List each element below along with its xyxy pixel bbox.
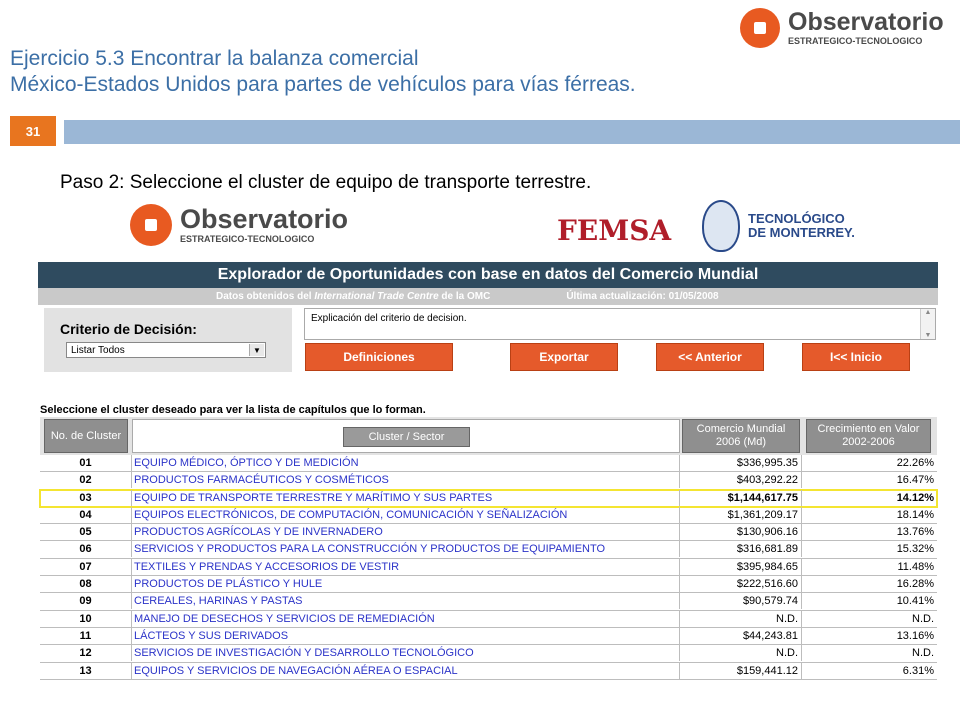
home-button[interactable]: I<< Inicio <box>802 343 910 371</box>
growth-cell: N.D. <box>912 612 934 625</box>
table-body <box>40 455 937 680</box>
criteria-explanation-box[interactable] <box>304 308 936 340</box>
world-trade-cell: $1,144,617.75 <box>680 490 802 506</box>
criteria-explanation-text: Explicación del criterio de decision. <box>311 313 467 324</box>
explanation-scrollbar[interactable] <box>920 309 935 339</box>
table-row[interactable] <box>40 628 937 645</box>
growth-cell: 16.28% <box>896 578 934 591</box>
table-row[interactable] <box>40 541 937 558</box>
chevron-down-icon[interactable]: ▼ <box>249 344 264 356</box>
table-row-highlighted[interactable] <box>40 490 937 507</box>
world-trade-cell: $1,361,209.17 <box>680 507 802 523</box>
cluster-name-link[interactable]: EQUIPOS Y SERVICIOS DE NAVEGACIÓN AÉREA O ESPACIAL <box>132 663 680 679</box>
data-source-bar <box>38 288 938 305</box>
cluster-name-link[interactable]: PRODUCTOS DE PLÁSTICO Y HULE <box>132 576 680 592</box>
slide-title <box>10 46 730 98</box>
cluster-name-link[interactable]: EQUIPO MÉDICO, ÓPTICO Y DE MEDICIÓN <box>132 455 680 471</box>
growth-cell: 13.76% <box>896 526 934 539</box>
previous-button[interactable]: << Anterior <box>656 343 764 371</box>
cluster-number-cell: 02 <box>40 472 132 488</box>
world-trade-cell: $44,243.81 <box>680 628 802 644</box>
observatorio-logo-icon <box>740 8 780 48</box>
cluster-name-link[interactable]: SERVICIOS Y PRODUCTOS PARA LA CONSTRUCCIÓN Y PRODUCTOS DE EQUIPAMIENTO <box>132 541 680 557</box>
cluster-name-link[interactable]: EQUIPO DE TRANSPORTE TERRESTRE Y MARÍTIMO Y SUS PARTES <box>132 490 680 506</box>
cluster-number-cell: 05 <box>40 524 132 540</box>
observatorio-logo-icon <box>130 204 172 246</box>
cluster-number-cell: 07 <box>40 559 132 575</box>
slide-header-bar <box>64 120 960 144</box>
cluster-number-cell: 08 <box>40 576 132 592</box>
last-update-text: Última actualización: 01/05/2008 <box>566 291 719 302</box>
cluster-name-link[interactable]: TEXTILES Y PRENDAS Y ACCESORIOS DE VESTIR <box>132 559 680 575</box>
criteria-panel <box>44 308 292 372</box>
site-logo-tagline: ESTRATEGICO-TECNOLOGICO <box>180 234 315 244</box>
cluster-name-link[interactable]: LÁCTEOS Y SUS DERIVADOS <box>132 628 680 644</box>
cluster-table <box>40 417 937 680</box>
cluster-name-link[interactable]: CEREALES, HARINAS Y PASTAS <box>132 593 680 609</box>
table-row[interactable] <box>40 472 937 489</box>
source-prefix: Datos obtenidos del <box>216 291 315 302</box>
table-row[interactable] <box>40 593 937 610</box>
criteria-label: Criterio de Decisión: <box>60 321 197 337</box>
header-sector-button[interactable]: Cluster / Sector <box>343 427 470 447</box>
table-row[interactable] <box>40 524 937 541</box>
cluster-number-cell: 03 <box>40 490 132 506</box>
table-row[interactable] <box>40 576 937 593</box>
table-row[interactable] <box>40 559 937 576</box>
growth-cell: 16.47% <box>896 474 934 487</box>
cluster-name-link[interactable]: SERVICIOS DE INVESTIGACIÓN Y DESARROLLO TECNOLÓGICO <box>132 645 680 661</box>
cluster-number-cell: 13 <box>40 663 132 679</box>
header-growth[interactable]: Crecimiento en Valor 2002-2006 <box>806 419 931 453</box>
cluster-name-link[interactable]: PRODUCTOS FARMACÉUTICOS Y COSMÉTICOS <box>132 472 680 488</box>
tec-seal-icon <box>702 200 740 252</box>
export-button[interactable]: Exportar <box>510 343 618 371</box>
growth-cell: 13.16% <box>896 629 934 642</box>
logo-tagline: ESTRATEGICO-TECNOLOGICO <box>788 36 923 46</box>
world-trade-cell: $130,906.16 <box>680 524 802 540</box>
slide-title-line1: Ejercicio 5.3 Encontrar la balanza comercial <box>10 47 419 70</box>
cluster-number-cell: 06 <box>40 541 132 557</box>
world-trade-cell: $316,681.89 <box>680 541 802 557</box>
tec-monterrey-logo[interactable] <box>702 200 855 252</box>
cluster-name-link[interactable]: MANEJO DE DESECHOS Y SERVICIOS DE REMEDIACIÓN <box>132 611 680 627</box>
table-row[interactable] <box>40 663 937 680</box>
growth-cell: N.D. <box>912 647 934 660</box>
cluster-name-link[interactable]: PRODUCTOS AGRÍCOLAS Y DE INVERNADERO <box>132 524 680 540</box>
slide-number: 31 <box>10 116 56 146</box>
header-cluster-number[interactable]: No. de Cluster <box>44 419 128 453</box>
growth-cell: 10.41% <box>896 595 934 608</box>
site-logo-word: Observatorio <box>180 204 349 234</box>
step-instruction: Paso 2: Seleccione el cluster de equipo de transporte terrestre. <box>60 172 592 193</box>
cluster-number-cell: 01 <box>40 455 132 471</box>
cluster-name-link[interactable]: EQUIPOS ELECTRÓNICOS, DE COMPUTACIÓN, COMUNICACIÓN Y SEÑALIZACIÓN <box>132 507 680 523</box>
world-trade-cell: $403,292.22 <box>680 472 802 488</box>
definitions-button[interactable]: Definiciones <box>305 343 453 371</box>
cluster-number-cell: 10 <box>40 611 132 627</box>
growth-cell: 11.48% <box>897 560 934 573</box>
world-trade-cell: N.D. <box>680 611 802 627</box>
growth-cell: 22.26% <box>896 457 934 469</box>
world-trade-cell: $90,579.74 <box>680 593 802 609</box>
world-trade-cell: N.D. <box>680 645 802 661</box>
explorer-banner: Explorador de Oportunidades con base en datos del Comercio Mundial <box>38 262 938 288</box>
source-italic: International Trade Centre <box>314 291 439 302</box>
source-suffix: de la OMC <box>438 291 491 302</box>
table-row[interactable] <box>40 455 937 472</box>
scroll-down-icon[interactable]: ▼ <box>924 332 932 339</box>
growth-cell: 18.14% <box>896 508 934 521</box>
cluster-number-cell: 12 <box>40 645 132 661</box>
growth-cell: 15.32% <box>896 543 934 556</box>
table-header <box>40 417 937 455</box>
header-world-trade[interactable]: Comercio Mundial 2006 (Md) <box>682 419 800 453</box>
femsa-logo[interactable]: FEMSA <box>557 214 672 247</box>
data-source-text <box>216 291 490 302</box>
logo-word: Observatorio <box>788 8 944 36</box>
world-trade-cell: $159,441.12 <box>680 663 802 679</box>
growth-cell: 14.12% <box>896 491 934 504</box>
table-row[interactable] <box>40 507 937 524</box>
growth-cell: 6.31% <box>902 664 934 677</box>
cluster-number-cell: 09 <box>40 593 132 609</box>
world-trade-cell: $222,516.60 <box>680 576 802 592</box>
observatorio-logo-site[interactable] <box>130 204 348 246</box>
tec-name-line1: TECNOLÓGICO <box>748 211 845 226</box>
scroll-up-icon[interactable]: ▲ <box>924 309 932 316</box>
table-row[interactable] <box>40 645 937 662</box>
world-trade-cell: $336,995.35 <box>680 455 802 471</box>
tec-name-line2: DE MONTERREY. <box>748 225 855 240</box>
criteria-select[interactable] <box>66 342 266 358</box>
observatorio-logo-top <box>740 8 944 48</box>
cluster-number-cell: 04 <box>40 507 132 523</box>
select-cluster-hint: Seleccione el cluster deseado para ver la lista de capítulos que lo forman. <box>40 404 426 416</box>
world-trade-cell: $395,984.65 <box>680 559 802 575</box>
criteria-select-value: Listar Todos <box>71 344 125 356</box>
table-row[interactable] <box>40 611 937 628</box>
slide-title-line2: México-Estados Unidos para partes de vehículos para vías férreas. <box>10 73 636 96</box>
cluster-number-cell: 11 <box>40 628 132 644</box>
